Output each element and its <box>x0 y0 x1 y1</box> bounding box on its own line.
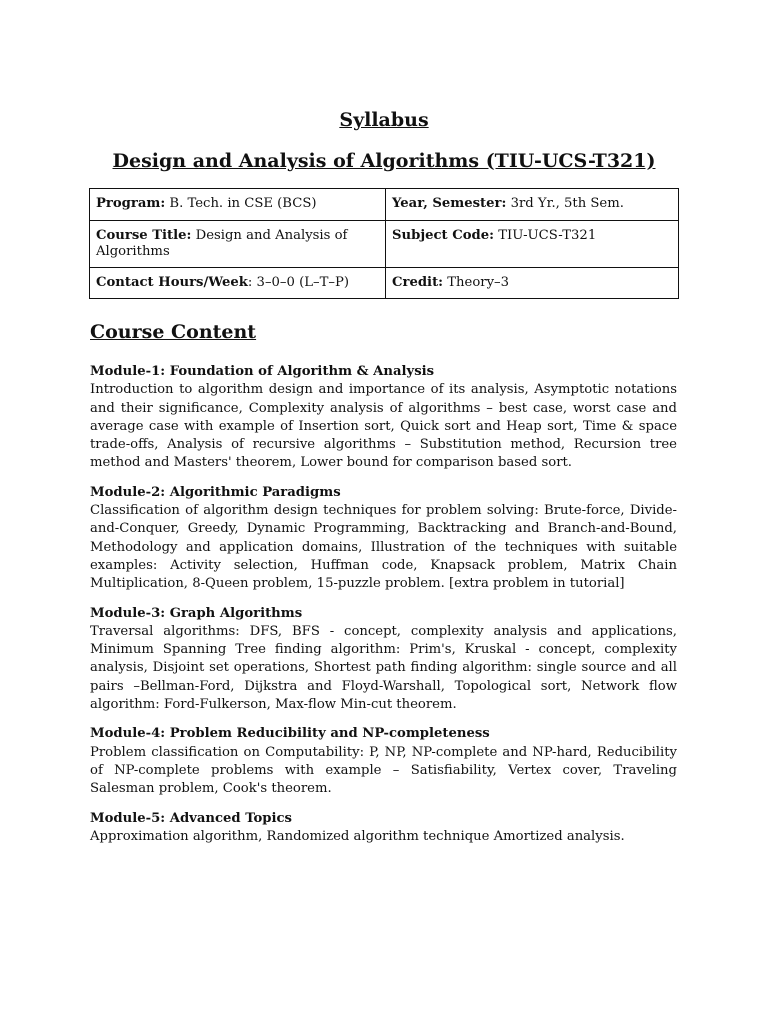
course-title-heading: Design and Analysis of Algorithms (TIU-UCS-T321) <box>112 150 656 172</box>
module-description: Introduction to algorithm design and importance of its analysis, Asymptotic notations and their significance, Complexity analysis of algorithms – best case, worst case and average case with example of Insertion sort, Quick sort and Heap sort, Time & space trade-offs, Analysis of recursive algorithms – Substitution method, Recursion tree method and Masters' theorem, Lower bound for comparison based sort. <box>90 382 677 471</box>
module-2 <box>90 484 677 594</box>
year-semester-value: 3rd Yr., 5th Sem. <box>510 196 624 211</box>
course-title-label: Course Title: <box>96 228 192 243</box>
page-title: Syllabus <box>339 109 429 131</box>
contact-hours-cell <box>90 268 386 299</box>
year-semester-label: Year, Semester: <box>392 196 507 211</box>
course-info-table <box>89 188 679 299</box>
course-title-value: Design and Analysis of Algorithms <box>96 228 348 259</box>
program-value: B. Tech. in CSE (BCS) <box>169 196 317 211</box>
module-description: Traversal algorithms: DFS, BFS - concept, complexity analysis and applications, Minimum Spanning Tree finding algorithm: Prim's, Kruskal - concept, complexity analysis, Disjoint set operations, Shortest path finding algorithm: single source and all pairs –Bellman-Ford, Dijkstra and Floyd-Warshall, Topological sort, Network flow algorithm: Ford-Fulkerson, Max-flow Min-cut theorem. <box>90 623 677 713</box>
credit-cell <box>386 268 679 299</box>
credit-value: Theory–3 <box>447 275 510 290</box>
module-1 <box>90 363 677 473</box>
module-title: Module-5: Advanced Topics <box>90 810 292 826</box>
year-semester-cell <box>386 189 679 221</box>
module-title: Module-4: Problem Reducibility and NP-completeness <box>90 726 490 742</box>
table-row <box>90 189 679 221</box>
subject-code-cell <box>386 221 679 268</box>
module-title: Module-3: Graph Algorithms <box>90 605 303 621</box>
module-3 <box>90 605 677 715</box>
module-5 <box>90 810 677 847</box>
module-description: Classification of algorithm design techniques for problem solving: Brute-force, Divide-and-Conquer, Greedy, Dynamic Programming, Backtracking and Branch-and-Bound, Methodology and application domains, Illustration of the techniques with suitable examples: Activity selection, Huffman code, Knapsack problem, Matrix Chain Multiplication, 8-Queen problem, 15-puzzle problem. [extra problem in tutorial] <box>90 503 677 592</box>
table-row <box>90 268 679 299</box>
credit-label: Credit: <box>392 275 444 290</box>
program-label: Program: <box>96 196 166 211</box>
course-content-heading: Course Content <box>90 321 257 343</box>
course-title-cell <box>90 221 386 268</box>
module-4 <box>90 725 677 798</box>
module-title: Module-2: Algorithmic Paradigms <box>90 484 341 500</box>
program-cell <box>90 189 386 221</box>
subject-code-value: TIU-UCS-T321 <box>498 228 597 243</box>
module-title: Module-1: Foundation of Algorithm & Analysis <box>90 364 435 379</box>
contact-hours-label: Contact Hours/Week <box>96 275 248 290</box>
subject-code-label: Subject Code: <box>392 228 494 243</box>
module-list <box>90 363 677 857</box>
table-row <box>90 221 679 268</box>
contact-hours-value: : 3–0–0 (L–T–P) <box>247 275 350 290</box>
module-description: Approximation algorithm, Randomized algorithm technique Amortized analysis. <box>90 828 625 844</box>
module-description: Problem classification on Computability: P, NP, NP-complete and NP-hard, Reducibility of NP-complete problems with example – Satisfiability, Vertex cover, Traveling Salesman problem, Cook's theorem. <box>90 744 677 797</box>
